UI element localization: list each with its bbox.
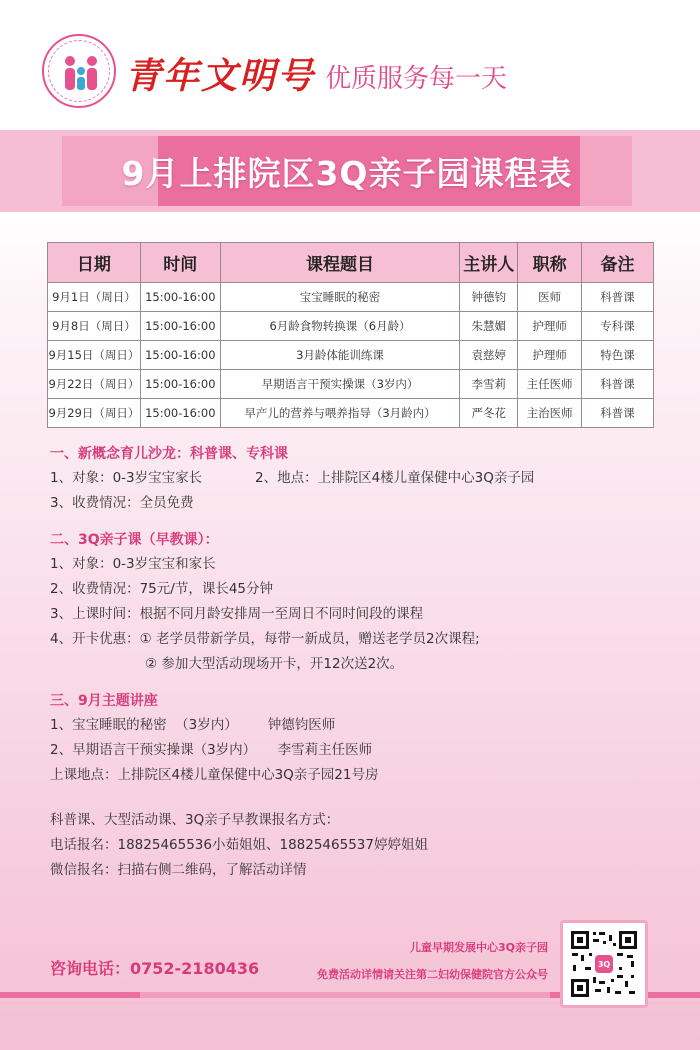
qr-code-icon [569, 929, 639, 999]
header [0, 0, 700, 128]
table-row [48, 312, 654, 341]
table-row [48, 341, 654, 370]
section1-target: 1、对象：0-3岁宝宝家长 [50, 470, 203, 486]
cell-title: 护理师 [518, 312, 582, 341]
cell-date: 9月29日（周日） [48, 399, 141, 428]
cell-time: 15:00-16:00 [140, 312, 220, 341]
section1-location: 2、地点：上排院区4楼儿童保健中心3Q亲子园 [255, 470, 535, 486]
section1-fee: 3、收费情况：全员免费 [50, 495, 194, 511]
cell-speaker: 李雪莉 [460, 370, 518, 399]
cell-note: 特色课 [582, 341, 654, 370]
section1-line-1 [50, 466, 670, 491]
cell-note: 科普课 [582, 283, 654, 312]
header-time: 时间 [140, 243, 220, 283]
section2-target: 1、对象：0-3岁宝宝和家长 [50, 556, 216, 572]
bottom-stripe-light [140, 992, 550, 998]
header-note: 备注 [582, 243, 654, 283]
svg-text:3Q: 3Q [597, 960, 611, 969]
course-schedule-table [47, 242, 654, 428]
cell-speaker: 严冬花 [460, 399, 518, 428]
section2-fee: 2、收费情况：75元/节，课长45分钟 [50, 581, 273, 597]
cell-note: 科普课 [582, 370, 654, 399]
consult-hotline: 咨询电话：0752-2180436 [50, 959, 260, 978]
cell-note: 专科课 [582, 312, 654, 341]
footer-org: 儿童早期发展中心3Q亲子园 [409, 941, 548, 954]
section2-offer-2: ② 参加大型活动现场开卡，开12次送2次。 [145, 656, 404, 672]
table-header-row [48, 243, 654, 283]
cell-course: 宝宝睡眠的秘密 [220, 283, 460, 312]
section3-lecture-2: 2、早期语言干预实操课（3岁内） 李雪莉主任医师 [50, 742, 373, 758]
table-row [48, 370, 654, 399]
cell-course: 早产儿的营养与喂养指导（3月龄内） [220, 399, 460, 428]
section2-offer-1: 4、开卡优惠：① 老学员带新学员，每带一新成员，赠送老学员2次课程; [50, 631, 480, 647]
cell-course: 6月龄食物转换课（6月龄） [220, 312, 460, 341]
signup-intro: 科普课、大型活动课、3Q亲子早教课报名方式： [50, 812, 340, 828]
cell-time: 15:00-16:00 [140, 341, 220, 370]
info-sections [50, 442, 670, 883]
cell-speaker: 钟德钧 [460, 283, 518, 312]
header-course: 课程题目 [220, 243, 460, 283]
cell-title: 主任医师 [518, 370, 582, 399]
wechat-qr-code[interactable] [560, 920, 648, 1008]
cell-time: 15:00-16:00 [140, 399, 220, 428]
signup-phone: 电话报名：18825465536小茹姐姐、18825465537婷婷姐姐 [50, 837, 428, 853]
cell-course: 3月龄体能训练课 [220, 341, 460, 370]
section1-heading: 一、新概念育儿沙龙：科普课、专科课 [50, 446, 288, 462]
page-title: 9月上排院区3Q亲子园课程表 [121, 153, 573, 193]
family-figures-icon [60, 54, 102, 92]
header-date: 日期 [48, 243, 141, 283]
cell-time: 15:00-16:00 [140, 370, 220, 399]
section3-heading: 三、9月主题讲座 [50, 693, 158, 709]
cell-date: 9月22日（周日） [48, 370, 141, 399]
header-speaker: 主讲人 [460, 243, 518, 283]
brand-slogan: 优质服务每一天 [325, 64, 508, 94]
cell-date: 9月1日（周日） [48, 283, 141, 312]
cell-note: 科普课 [582, 399, 654, 428]
brand-title: 青年文明号 [125, 55, 316, 97]
footer-follow: 免费活动详情请关注第二妇幼保健院官方公众号 [317, 968, 548, 981]
cell-speaker: 朱慧媚 [460, 312, 518, 341]
cell-speaker: 袁慈婷 [460, 341, 518, 370]
cell-title: 主治医师 [518, 399, 582, 428]
section3-location: 上课地点：上排院区4楼儿童保健中心3Q亲子园21号房 [50, 767, 379, 783]
table-row [48, 399, 654, 428]
header-title: 职称 [518, 243, 582, 283]
cell-title: 医师 [518, 283, 582, 312]
cell-title: 护理师 [518, 341, 582, 370]
section2-heading: 二、3Q亲子课（早教课）： [50, 532, 219, 548]
footer-org-info [317, 934, 548, 988]
section2-time: 3、上课时间：根据不同月龄安排周一至周日不同时间段的课程 [50, 606, 424, 622]
cell-date: 9月15日（周日） [48, 341, 141, 370]
cell-date: 9月8日（周日） [48, 312, 141, 341]
table-row [48, 283, 654, 312]
cell-time: 15:00-16:00 [140, 283, 220, 312]
section3-lecture-1: 1、宝宝睡眠的秘密 （3岁内） 钟德钧医师 [50, 717, 336, 733]
signup-wechat: 微信报名：扫描右侧二维码，了解活动详情 [50, 862, 307, 878]
cell-course: 早期语言干预实操课（3岁内） [220, 370, 460, 399]
hospital-logo-icon [42, 34, 116, 108]
